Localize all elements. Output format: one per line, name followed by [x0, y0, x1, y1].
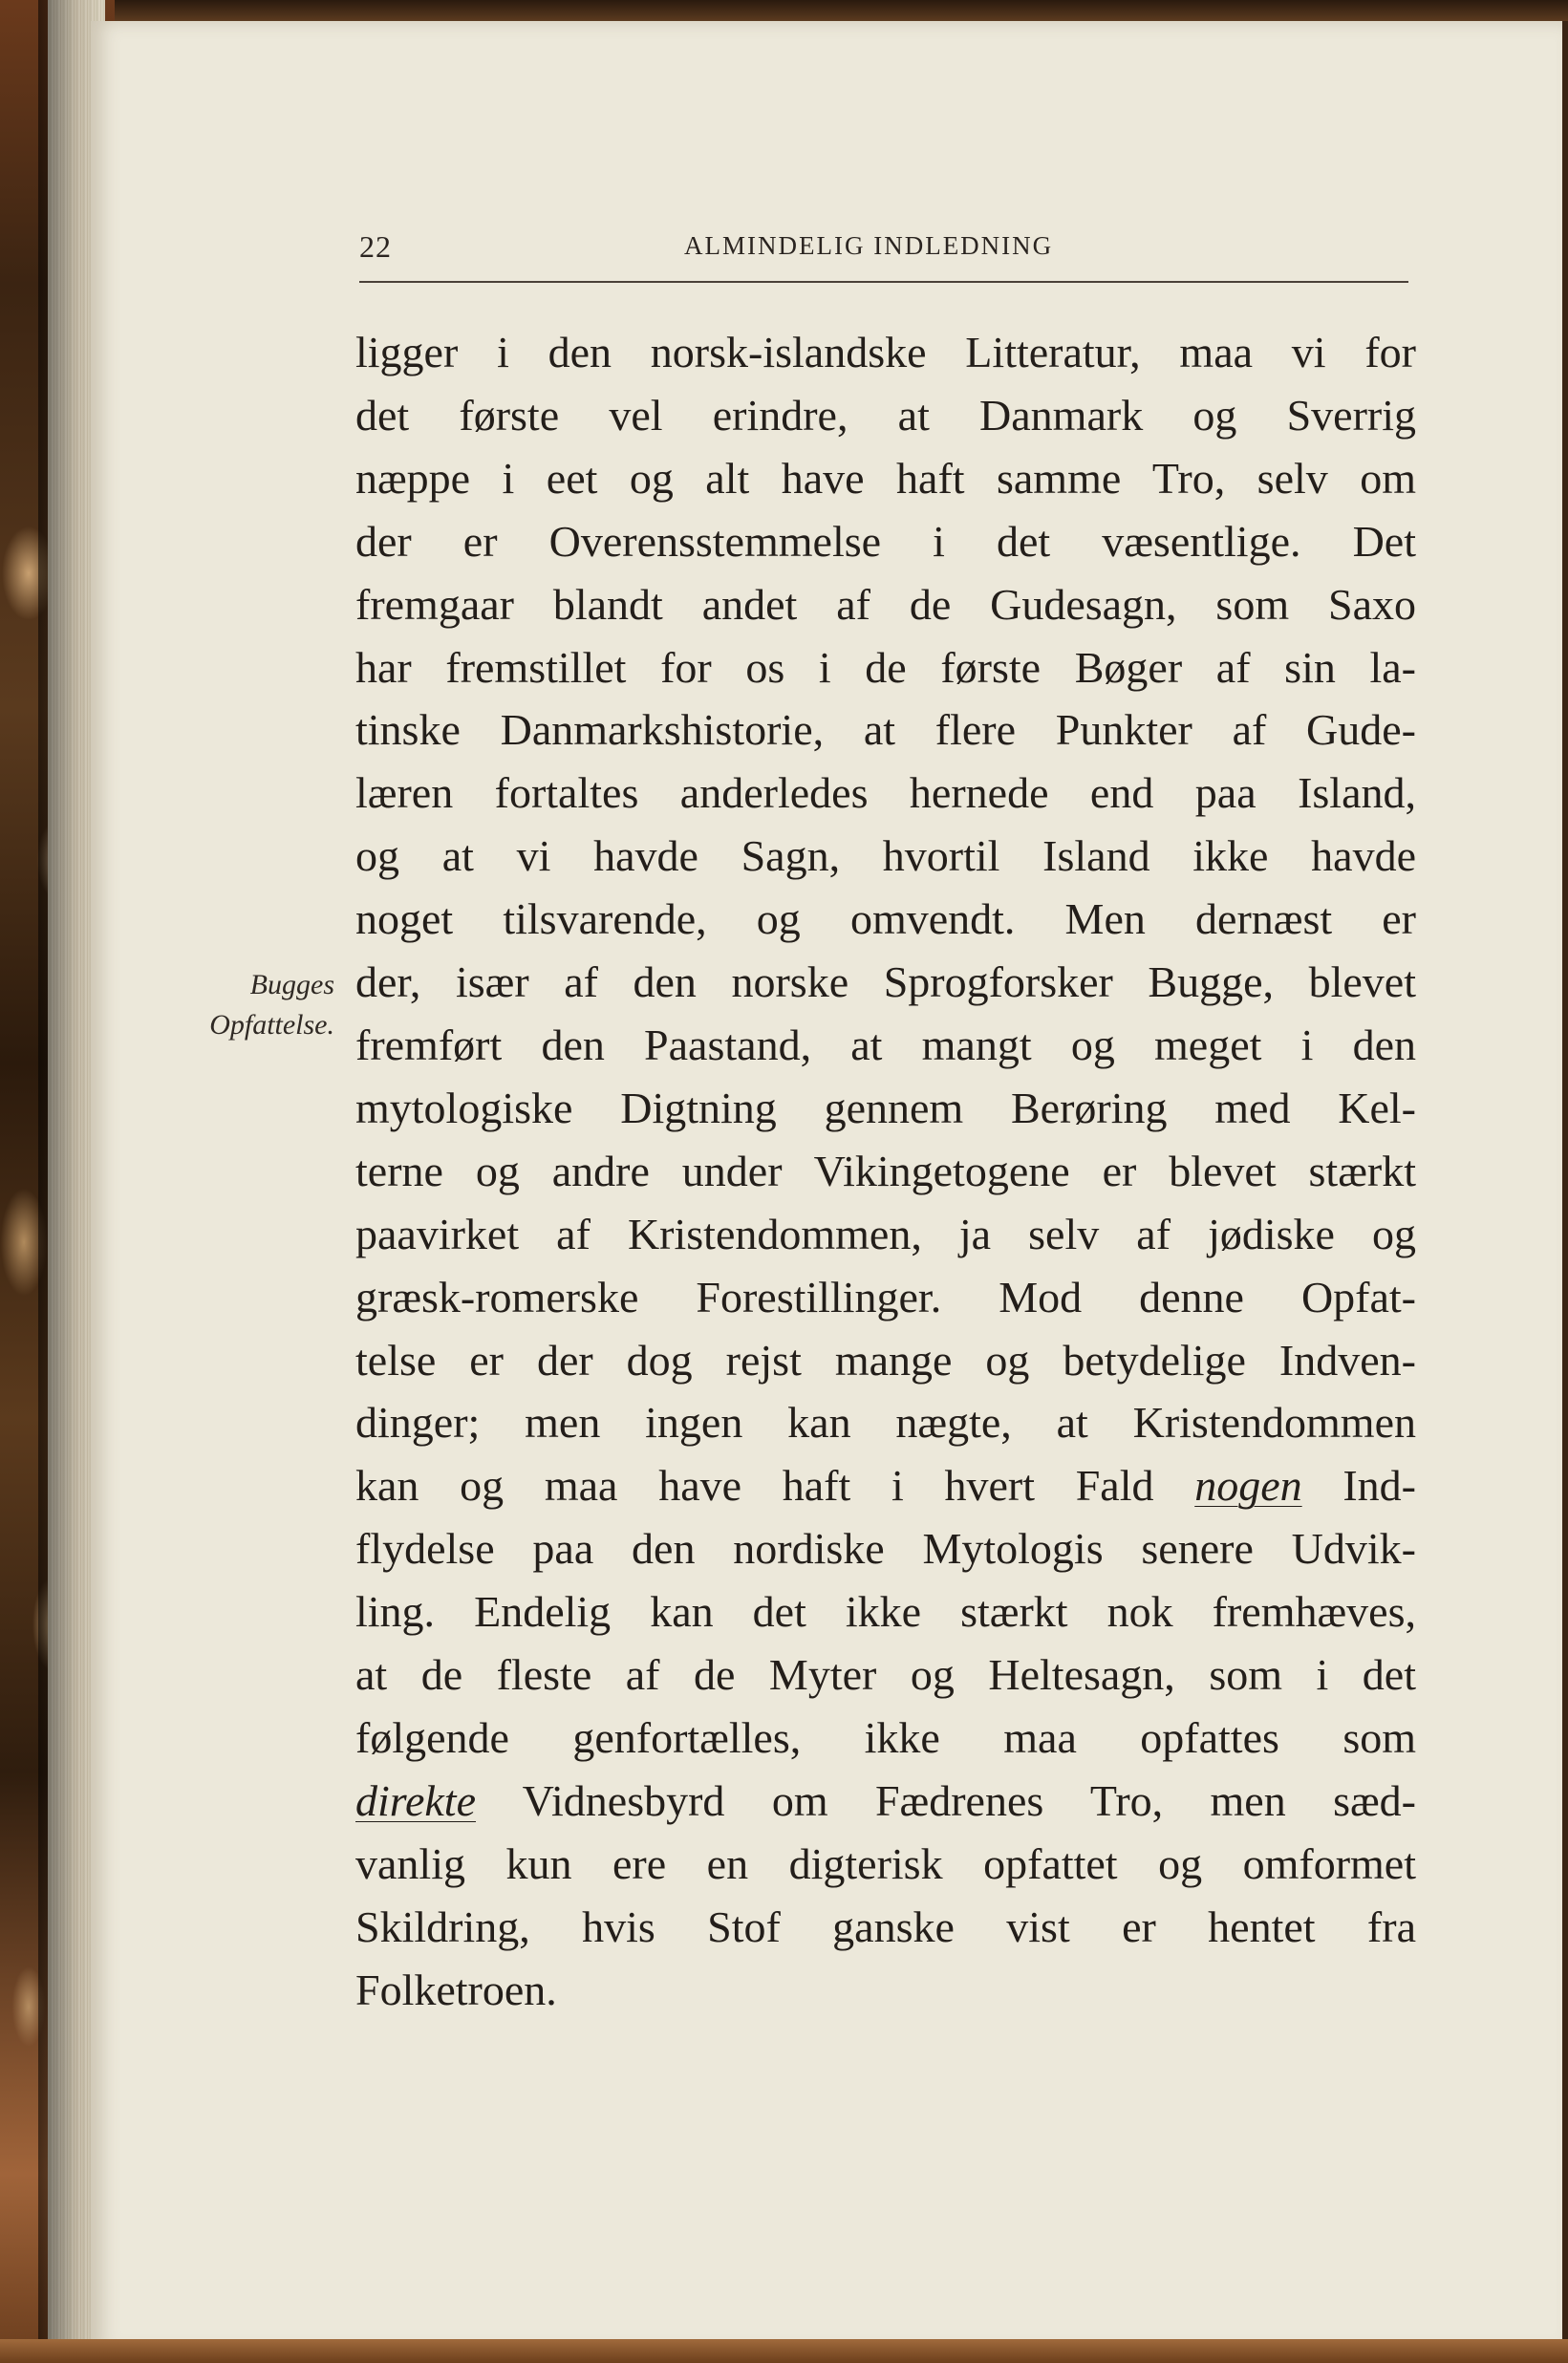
text-line: noget tilsvarende, og omvendt. Men dernæst er — [355, 894, 1416, 944]
text-segment: kan og maa have haft i hvert Fald — [355, 1461, 1154, 1511]
text-line: vanlig kun ere en digterisk opfattet og omformet — [355, 1838, 1416, 1888]
text-line: ling. Endelig kan det ikke stærkt nok fremhæves, — [355, 1587, 1416, 1637]
text-line: Folketroen. — [355, 1965, 557, 2014]
text-line: mytologiske Digtning gennem Berøring med Kel- — [355, 1083, 1416, 1132]
marginal-note — [143, 965, 334, 1045]
text-line: terne og andre under Vikingetogene er blevet stærkt — [355, 1146, 1416, 1195]
text-line-with-emphasis — [355, 1454, 1416, 1517]
text-line: paavirket af Kristendommen, ja selv af jødiske og — [355, 1209, 1416, 1258]
text-line: fremført den Paastand, at mangt og meget i den — [355, 1020, 1416, 1069]
text-segment: Vidnesbyrd om Fædrenes Tro, men sæd- — [522, 1775, 1416, 1825]
page-header — [359, 226, 1410, 273]
text-line: og at vi havde Sagn, hvortil Island ikke havde — [355, 831, 1416, 881]
text-line: fremgaar blandt andet af de Gudesagn, som Saxo — [355, 579, 1416, 629]
text-line: tinske Danmarkshistorie, at flere Punkter af Gude- — [355, 705, 1416, 755]
emphasized-word: nogen — [1194, 1461, 1302, 1511]
text-line: flydelse paa den nordiske Mytologis senere Udvik- — [355, 1524, 1416, 1574]
text-line: ligger i den norsk-islandske Litteratur, maa vi for — [355, 328, 1416, 376]
text-line: Skildring, hvis Stof ganske vist er hentet fra — [355, 1901, 1416, 1951]
text-line: det første vel erindre, at Danmark og Sverrig — [355, 390, 1416, 440]
text-segment: Ind- — [1342, 1461, 1416, 1511]
text-line: næppe i eet og alt have haft samme Tro, selv om — [355, 453, 1416, 503]
body-text — [355, 321, 1416, 2021]
text-line: græsk-romerske Forestillinger. Mod denne Opfat- — [355, 1272, 1416, 1321]
marginal-note-line: Opfattelse. — [209, 1009, 334, 1041]
text-line-with-emphasis — [355, 1770, 1416, 1833]
page-number: 22 — [359, 229, 392, 264]
header-rule — [359, 281, 1408, 283]
text-line: dinger; men ingen kan nægte, at Kristendommen — [355, 1398, 1416, 1448]
text-line: telse er der dog rejst mange og betydelige Indven- — [355, 1335, 1416, 1385]
book-bottom-edge — [0, 2339, 1568, 2363]
marginal-note-line: Bugges — [249, 969, 334, 1000]
text-line: der, især af den norske Sprogforsker Bugge, blevet — [355, 957, 1416, 1007]
text-line: følgende genfortælles, ikke maa opfattes som — [355, 1712, 1416, 1762]
running-head: ALMINDELIG INDLEDNING — [684, 231, 1054, 260]
emphasized-word: direkte — [355, 1775, 477, 1825]
text-line: at de fleste af de Myter og Heltesagn, som i det — [355, 1650, 1416, 1700]
text-line: læren fortaltes anderledes hernede end paa Island, — [355, 768, 1416, 818]
book-top-edge — [0, 0, 1568, 21]
text-line: har fremstillet for os i de første Bøger af sin la- — [355, 642, 1416, 692]
text-line: der er Overensstemmelse i det væsentlige. Det — [355, 516, 1416, 566]
